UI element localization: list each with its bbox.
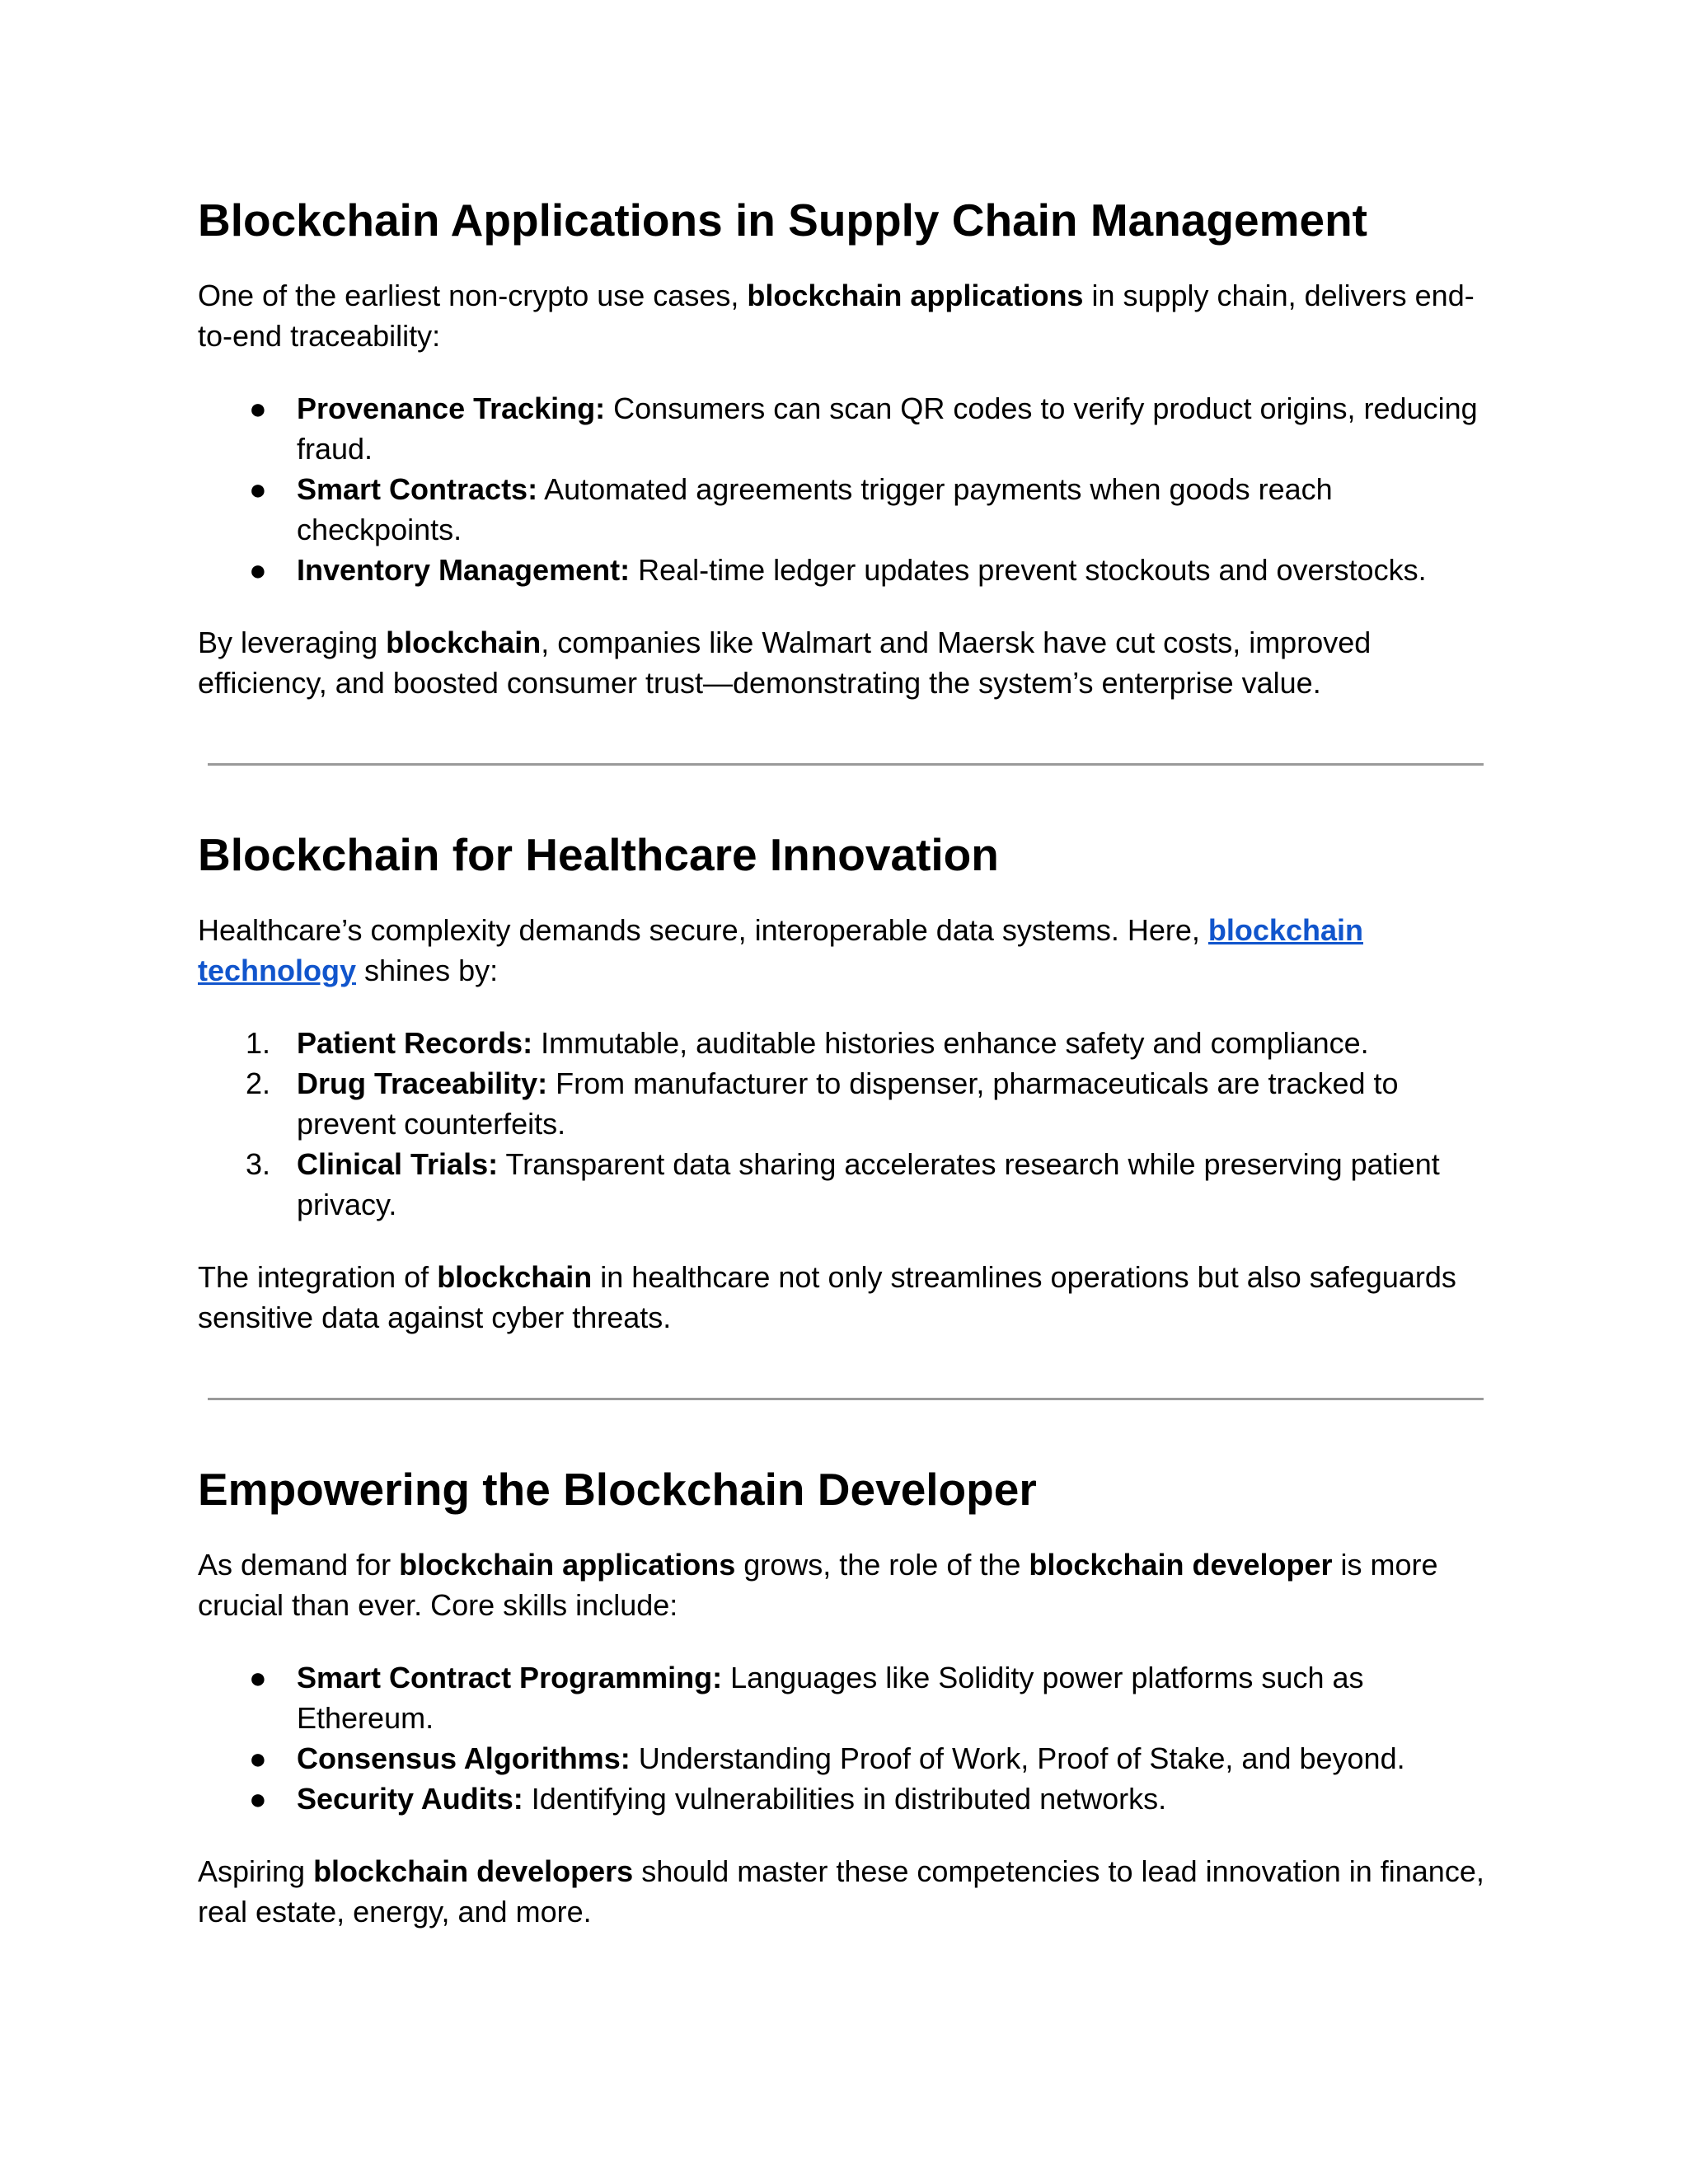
paragraph-supply-chain-outro: By leveraging blockchain, companies like Walmart and Maersk have cut costs, improved efficiency, and boosted consumer trust—demonstrating the system’s enterprise value. — [198, 626, 1372, 700]
list-item: ● Consensus Algorithms: Understanding Proof of Work, Proof of Stake, and beyond. — [198, 1738, 1490, 1779]
heading-developer: Empowering the Blockchain Developer — [198, 1464, 1037, 1515]
bullet-marker: ● — [249, 472, 267, 506]
horizontal-divider — [208, 1398, 1484, 1400]
section-developer — [198, 1460, 1490, 1932]
paragraph-healthcare-outro: The integration of blockchain in healthcare not only streamlines operations but also safeguards sensitive data against cyber threats. — [198, 1260, 1456, 1334]
document-page — [198, 191, 1490, 1932]
bullet-marker: ● — [249, 1661, 267, 1694]
paragraph-developer-intro: As demand for blockchain applications grows, the role of the blockchain developer is more crucial than ever. Core skills include: — [198, 1548, 1438, 1622]
section-supply-chain — [198, 191, 1490, 703]
list-item: ● Inventory Management: Real-time ledger updates prevent stockouts and overstocks. — [198, 550, 1490, 590]
list-item: 3. Clinical Trials: Transparent data sharing accelerates research while preserving patient privacy. — [198, 1144, 1490, 1225]
paragraph-supply-chain-intro: One of the earliest non-crypto use cases, blockchain applications in supply chain, delivers end-to-end traceability: — [198, 279, 1475, 353]
bullet-marker: ● — [249, 553, 267, 587]
paragraph-healthcare-intro: Healthcare’s complexity demands secure, interoperable data systems. Here, blockchain technology shines by: — [198, 913, 1363, 987]
healthcare-numbered-list — [198, 1023, 1490, 1225]
paragraph-developer-outro: Aspiring blockchain developers should master these competencies to lead innovation in finance, real estate, energy, and more. — [198, 1854, 1484, 1929]
blockchain-technology-link[interactable]: blockchain technology — [198, 913, 1363, 987]
heading-supply-chain: Blockchain Applications in Supply Chain Management — [198, 194, 1367, 246]
list-item: ● Provenance Tracking: Consumers can scan QR codes to verify product origins, reducing fraud. — [198, 388, 1490, 469]
heading-healthcare: Blockchain for Healthcare Innovation — [198, 829, 999, 880]
number-marker: 1. — [246, 1026, 271, 1060]
list-item: ● Smart Contracts: Automated agreements trigger payments when goods reach checkpoints. — [198, 469, 1490, 550]
number-marker: 3. — [246, 1147, 271, 1181]
list-item: 1. Patient Records: Immutable, auditable histories enhance safety and compliance. — [198, 1023, 1490, 1063]
list-item: 2. Drug Traceability: From manufacturer to dispenser, pharmaceuticals are tracked to prevent counterfeits. — [198, 1063, 1490, 1144]
bullet-marker: ● — [249, 391, 267, 425]
developer-bullet-list — [198, 1657, 1490, 1819]
bullet-marker: ● — [249, 1741, 267, 1775]
supply-chain-bullet-list — [198, 388, 1490, 590]
bullet-marker: ● — [249, 1782, 267, 1816]
horizontal-divider — [208, 763, 1484, 766]
list-item: ● Smart Contract Programming: Languages like Solidity power platforms such as Ethereum. — [198, 1657, 1490, 1738]
number-marker: 2. — [246, 1066, 271, 1100]
section-healthcare — [198, 826, 1490, 1338]
list-item: ● Security Audits: Identifying vulnerabilities in distributed networks. — [198, 1779, 1490, 1819]
